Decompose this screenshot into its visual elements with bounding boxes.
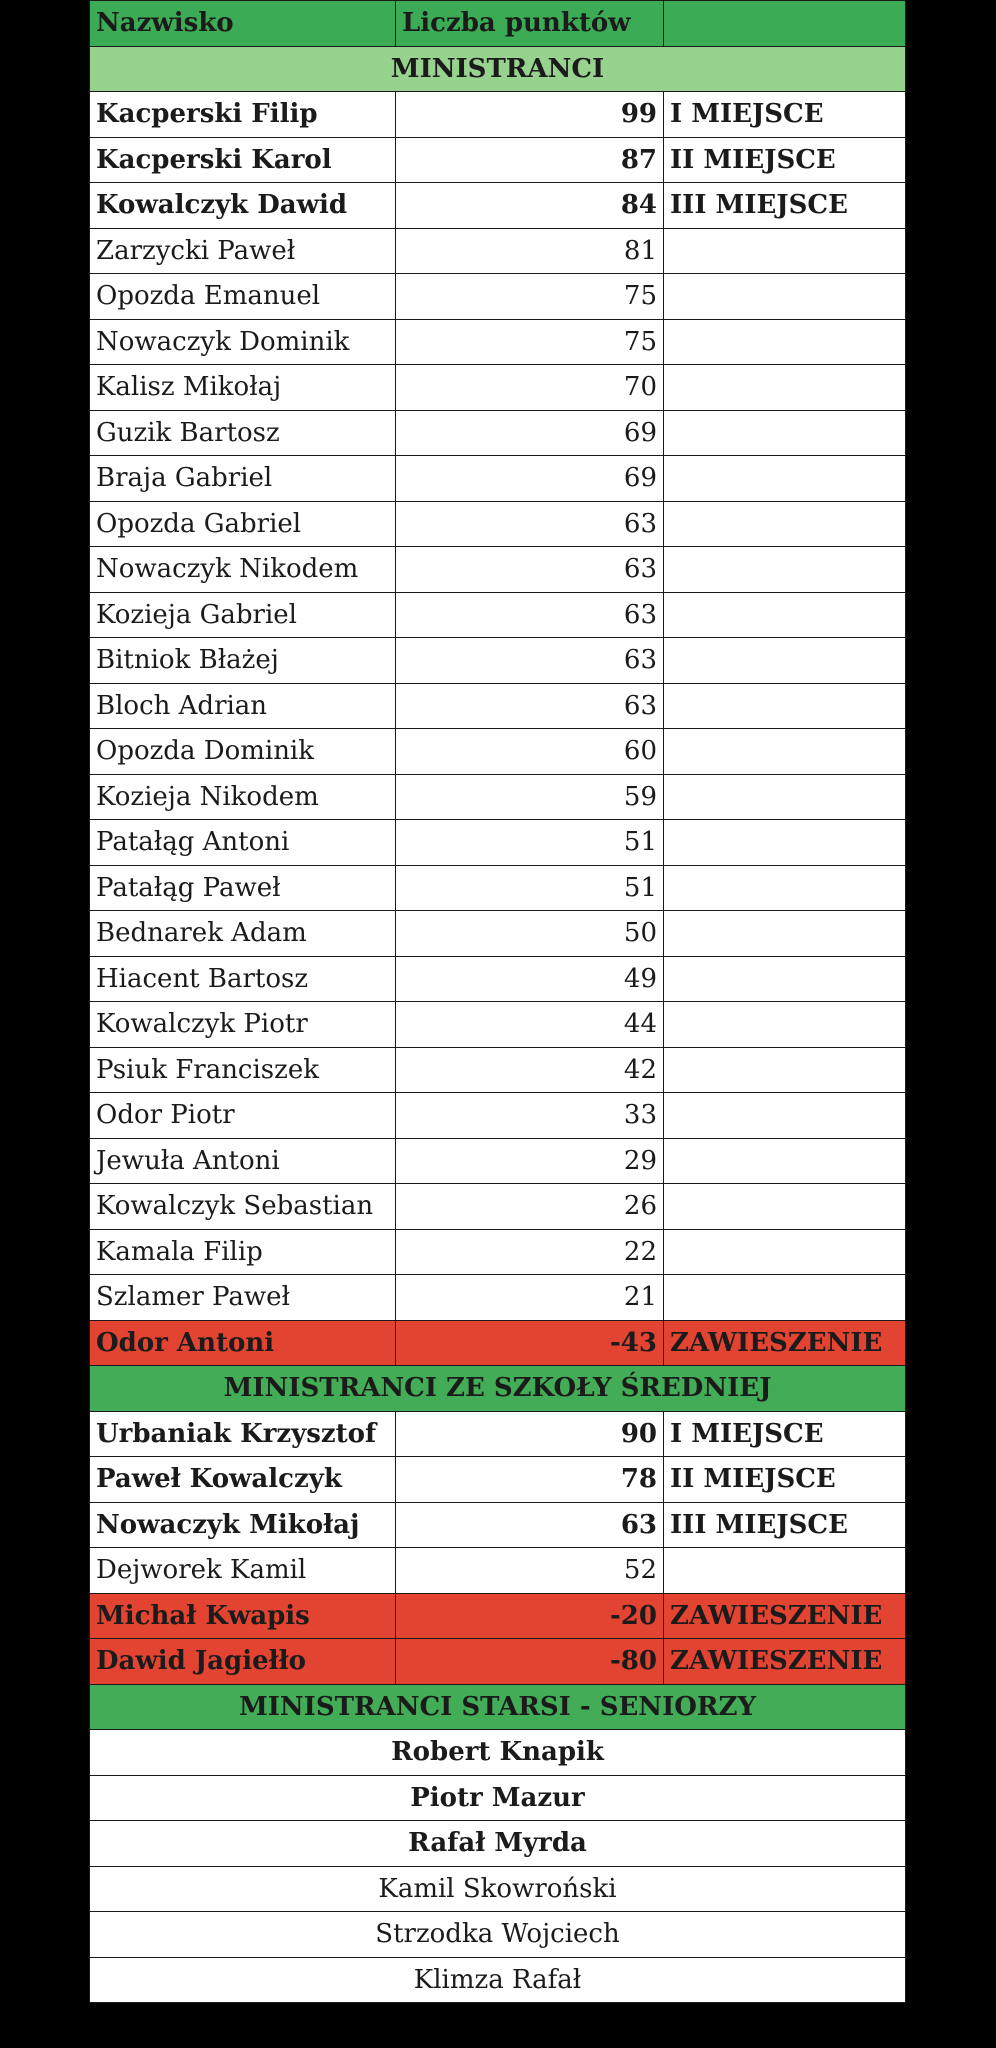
senior-name: Robert Knapik	[90, 1730, 906, 1776]
table-row	[90, 547, 906, 593]
points-table	[89, 0, 906, 2003]
place-cell	[664, 456, 906, 502]
points-cell: 69	[396, 410, 664, 456]
name-cell: Kowalczyk Dawid	[90, 183, 396, 229]
points-cell: 63	[396, 592, 664, 638]
place-cell	[664, 1184, 906, 1230]
name-cell: Bloch Adrian	[90, 683, 396, 729]
table-row	[90, 319, 906, 365]
points-cell: 87	[396, 137, 664, 183]
name-cell: Patałąg Paweł	[90, 865, 396, 911]
name-cell: Bitniok Błażej	[90, 638, 396, 684]
table-row	[90, 365, 906, 411]
name-cell: Guzik Bartosz	[90, 410, 396, 456]
place-cell	[664, 1275, 906, 1321]
table-row	[90, 1047, 906, 1093]
name-cell: Nowaczyk Dominik	[90, 319, 396, 365]
table-row	[90, 1184, 906, 1230]
points-cell: 63	[396, 547, 664, 593]
place-cell	[664, 729, 906, 775]
points-cell: 44	[396, 1002, 664, 1048]
points-cell: 51	[396, 865, 664, 911]
name-cell: Nowaczyk Nikodem	[90, 547, 396, 593]
table-row	[90, 228, 906, 274]
points-cell: 59	[396, 774, 664, 820]
table-row	[90, 92, 906, 138]
senior-row	[90, 1821, 906, 1867]
points-cell: 21	[396, 1275, 664, 1321]
place-cell: II MIEJSCE	[664, 1457, 906, 1503]
senior-name: Strzodka Wojciech	[90, 1912, 906, 1958]
table-row	[90, 865, 906, 911]
name-cell: Szlamer Paweł	[90, 1275, 396, 1321]
points-cell: 70	[396, 365, 664, 411]
suspended-row	[90, 1320, 906, 1366]
name-cell: Kowalczyk Sebastian	[90, 1184, 396, 1230]
table-row	[90, 774, 906, 820]
table-row	[90, 137, 906, 183]
points-cell: 50	[396, 911, 664, 957]
name-cell: Patałąg Antoni	[90, 820, 396, 866]
points-table-body	[90, 1, 906, 2003]
place-cell	[664, 319, 906, 365]
senior-name: Klimza Rafał	[90, 1957, 906, 2003]
senior-row	[90, 1866, 906, 1912]
name-cell: Braja Gabriel	[90, 456, 396, 502]
name-cell: Dejworek Kamil	[90, 1548, 396, 1594]
points-cell: 75	[396, 319, 664, 365]
name-cell: Opozda Gabriel	[90, 501, 396, 547]
header-name: Nazwisko	[90, 1, 396, 47]
name-cell: Kowalczyk Piotr	[90, 1002, 396, 1048]
place-cell	[664, 1229, 906, 1275]
points-cell: 69	[396, 456, 664, 502]
points-cell: 99	[396, 92, 664, 138]
place-cell: I MIEJSCE	[664, 1411, 906, 1457]
points-cell: 78	[396, 1457, 664, 1503]
suspended-row	[90, 1639, 906, 1685]
name-cell: Odor Piotr	[90, 1093, 396, 1139]
name-cell: Kacperski Karol	[90, 137, 396, 183]
place-cell	[664, 820, 906, 866]
suspended-row	[90, 1593, 906, 1639]
place-cell	[664, 1548, 906, 1594]
points-cell: 63	[396, 501, 664, 547]
name-cell: Bednarek Adam	[90, 911, 396, 957]
points-cell: -43	[396, 1320, 664, 1366]
name-cell: Odor Antoni	[90, 1320, 396, 1366]
place-cell: ZAWIESZENIE	[664, 1593, 906, 1639]
place-cell	[664, 1138, 906, 1184]
senior-row	[90, 1957, 906, 2003]
points-cell: 22	[396, 1229, 664, 1275]
table-row	[90, 274, 906, 320]
table-row	[90, 501, 906, 547]
place-cell: III MIEJSCE	[664, 183, 906, 229]
table-row	[90, 1548, 906, 1594]
table-row	[90, 456, 906, 502]
senior-row	[90, 1730, 906, 1776]
points-cell: 63	[396, 1502, 664, 1548]
points-cell: 63	[396, 683, 664, 729]
points-cell: 26	[396, 1184, 664, 1230]
points-cell: 33	[396, 1093, 664, 1139]
senior-name: Kamil Skowroński	[90, 1866, 906, 1912]
place-cell	[664, 547, 906, 593]
place-cell	[664, 774, 906, 820]
place-cell	[664, 592, 906, 638]
name-cell: Nowaczyk Mikołaj	[90, 1502, 396, 1548]
name-cell: Dawid Jagiełło	[90, 1639, 396, 1685]
header-points: Liczba punktów	[396, 1, 664, 47]
points-cell: -80	[396, 1639, 664, 1685]
points-cell: 52	[396, 1548, 664, 1594]
place-cell: ZAWIESZENIE	[664, 1320, 906, 1366]
name-cell: Kacperski Filip	[90, 92, 396, 138]
place-cell	[664, 1002, 906, 1048]
table-row	[90, 1138, 906, 1184]
place-cell	[664, 1093, 906, 1139]
place-cell	[664, 956, 906, 1002]
points-cell: -20	[396, 1593, 664, 1639]
senior-row	[90, 1775, 906, 1821]
table-row	[90, 410, 906, 456]
place-cell	[664, 683, 906, 729]
place-cell	[664, 1047, 906, 1093]
points-cell: 63	[396, 638, 664, 684]
table-row	[90, 1275, 906, 1321]
points-cell: 51	[396, 820, 664, 866]
senior-name: Rafał Myrda	[90, 1821, 906, 1867]
points-cell: 60	[396, 729, 664, 775]
points-cell: 42	[396, 1047, 664, 1093]
table-row	[90, 1093, 906, 1139]
section-header	[90, 1366, 906, 1412]
place-cell: II MIEJSCE	[664, 137, 906, 183]
place-cell	[664, 365, 906, 411]
name-cell: Hiacent Bartosz	[90, 956, 396, 1002]
name-cell: Kamala Filip	[90, 1229, 396, 1275]
section-title: MINISTRANCI	[90, 46, 906, 92]
table-row	[90, 592, 906, 638]
table-row	[90, 1502, 906, 1548]
table-row	[90, 956, 906, 1002]
place-cell	[664, 410, 906, 456]
table-row	[90, 1411, 906, 1457]
place-cell	[664, 911, 906, 957]
name-cell: Opozda Dominik	[90, 729, 396, 775]
name-cell: Kozieja Gabriel	[90, 592, 396, 638]
points-cell: 81	[396, 228, 664, 274]
place-cell	[664, 274, 906, 320]
name-cell: Paweł Kowalczyk	[90, 1457, 396, 1503]
section-title: MINISTRANCI ZE SZKOŁY ŚREDNIEJ	[90, 1366, 906, 1412]
name-cell: Kalisz Mikołaj	[90, 365, 396, 411]
table-row	[90, 820, 906, 866]
header-row	[90, 1, 906, 47]
name-cell: Michał Kwapis	[90, 1593, 396, 1639]
senior-row	[90, 1912, 906, 1958]
section-header	[90, 1684, 906, 1730]
points-cell: 90	[396, 1411, 664, 1457]
points-cell: 29	[396, 1138, 664, 1184]
name-cell: Kozieja Nikodem	[90, 774, 396, 820]
section-title: MINISTRANCI STARSI - SENIORZY	[90, 1684, 906, 1730]
place-cell	[664, 501, 906, 547]
name-cell: Psiuk Franciszek	[90, 1047, 396, 1093]
table-row	[90, 638, 906, 684]
points-cell: 75	[396, 274, 664, 320]
name-cell: Opozda Emanuel	[90, 274, 396, 320]
header-place	[664, 1, 906, 47]
place-cell: ZAWIESZENIE	[664, 1639, 906, 1685]
table-row	[90, 911, 906, 957]
senior-name: Piotr Mazur	[90, 1775, 906, 1821]
name-cell: Zarzycki Paweł	[90, 228, 396, 274]
table-row	[90, 683, 906, 729]
place-cell: I MIEJSCE	[664, 92, 906, 138]
table-row	[90, 1457, 906, 1503]
table-row	[90, 1002, 906, 1048]
place-cell: III MIEJSCE	[664, 1502, 906, 1548]
section-header	[90, 46, 906, 92]
place-cell	[664, 865, 906, 911]
points-cell: 84	[396, 183, 664, 229]
points-cell: 49	[396, 956, 664, 1002]
name-cell: Urbaniak Krzysztof	[90, 1411, 396, 1457]
name-cell: Jewuła Antoni	[90, 1138, 396, 1184]
table-row	[90, 183, 906, 229]
place-cell	[664, 228, 906, 274]
table-row	[90, 1229, 906, 1275]
table-row	[90, 729, 906, 775]
place-cell	[664, 638, 906, 684]
